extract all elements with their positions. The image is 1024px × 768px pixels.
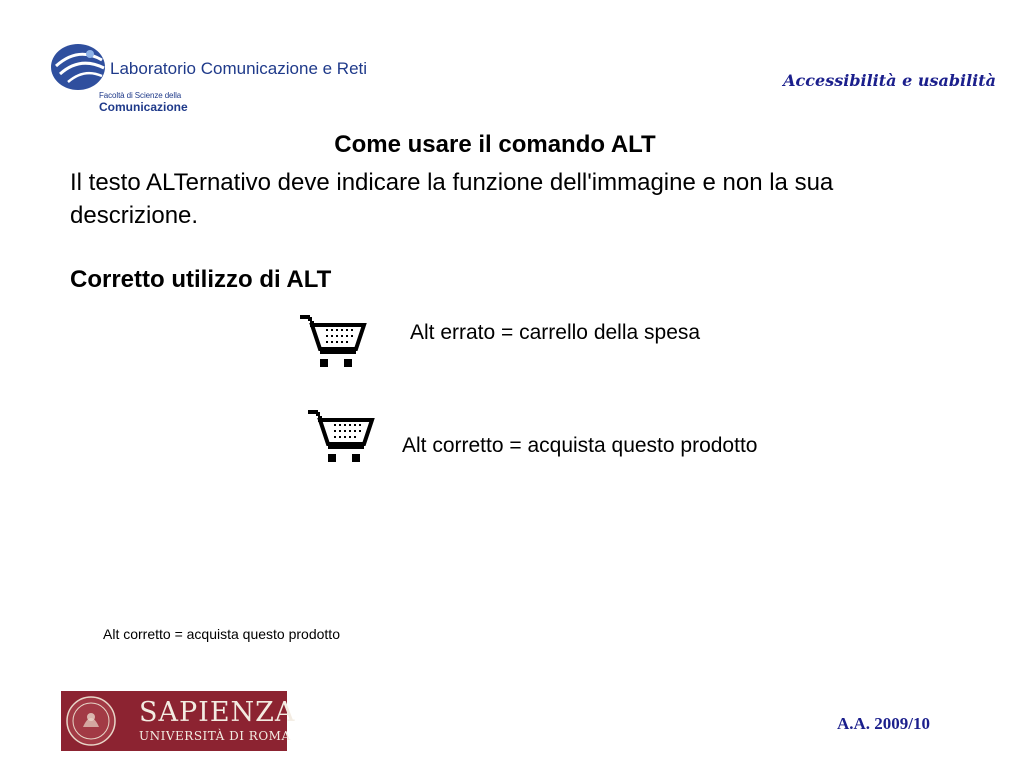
sapienza-logo	[61, 691, 296, 751]
faculty-name: Comunicazione	[99, 100, 188, 114]
university-name: SAPIENZA	[139, 697, 296, 728]
lab-name: Laboratorio Comunicazione e Reti	[110, 59, 368, 78]
faculty-label: Facoltà di Scienze della	[99, 91, 182, 100]
lab-logo-icon	[50, 42, 106, 92]
shopping-cart-icon	[306, 408, 376, 464]
shopping-cart-icon	[298, 313, 368, 369]
slide-title: Come usare il comando ALT	[334, 131, 656, 158]
sapienza-seal-icon	[65, 695, 117, 747]
university-subtitle: UNIVERSITÀ DI ROMA	[139, 729, 291, 743]
alt-correct-label: Alt corretto = acquista questo prodotto	[402, 434, 758, 457]
alt-wrong-label: Alt errato = carrello della spesa	[410, 321, 701, 344]
academic-year: A.A. 2009/10	[837, 714, 931, 733]
section-heading: Corretto utilizzo di ALT	[70, 266, 332, 293]
slide-paragraph: Il testo ALTernativo deve indicare la funzione dell'immagine e non la sua descrizione.	[70, 169, 834, 229]
caption: Alt corretto = acquista questo prodotto	[103, 626, 340, 642]
course-title: Accessibilità e usabilità	[783, 71, 996, 90]
